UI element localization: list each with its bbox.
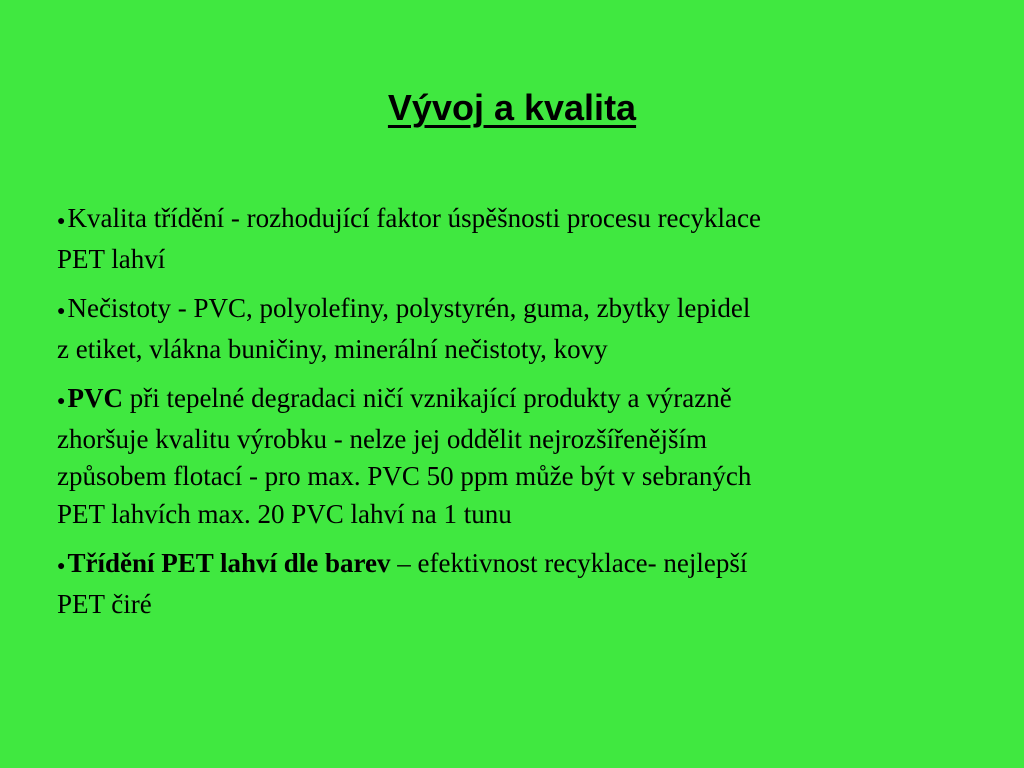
bullet-text: PET lahvích max. 20 PVC lahví na 1 tunu	[57, 498, 512, 529]
bullet-dot-icon: ●	[57, 559, 66, 574]
bullet-bold-text: PVC	[67, 383, 123, 413]
bullet-text: zhoršuje kvalitu výrobku - nelze jej oddělit nejrozšířenějším	[57, 423, 708, 454]
bullet-item	[57, 380, 962, 533]
bullet-item	[57, 200, 962, 278]
bullet-dot-icon: ●	[57, 214, 66, 229]
slide-title: Vývoj a kvalita	[387, 87, 637, 128]
bullet-item	[57, 545, 962, 623]
bullet-text: z etiket, vlákna buničiny, minerální nečistoty, kovy	[57, 333, 608, 364]
bullet-item	[57, 290, 962, 368]
bullet-bold-text: Třídění PET lahví dle barev	[67, 548, 391, 578]
bullet-text: při tepelné degradaci ničí vznikající produkty a výrazně	[122, 383, 732, 413]
bullet-text: Nečistoty - PVC, polyolefiny, polystyrén, guma, zbytky lepidel	[67, 293, 751, 323]
bullet-list	[57, 200, 962, 635]
bullet-text: PET čiré	[57, 588, 152, 619]
bullet-dot-icon: ●	[57, 304, 66, 319]
bullet-text: způsobem flotací - pro max. PVC 50 ppm může být v sebraných	[57, 461, 752, 491]
bullet-text: PET lahví	[57, 243, 166, 274]
bullet-dot-icon: ●	[57, 394, 66, 409]
bullet-text: Kvalita třídění - rozhodující faktor úspěšnosti procesu recyklace	[67, 203, 761, 233]
bullet-text: – efektivnost recyklace- nejlepší	[390, 548, 748, 578]
